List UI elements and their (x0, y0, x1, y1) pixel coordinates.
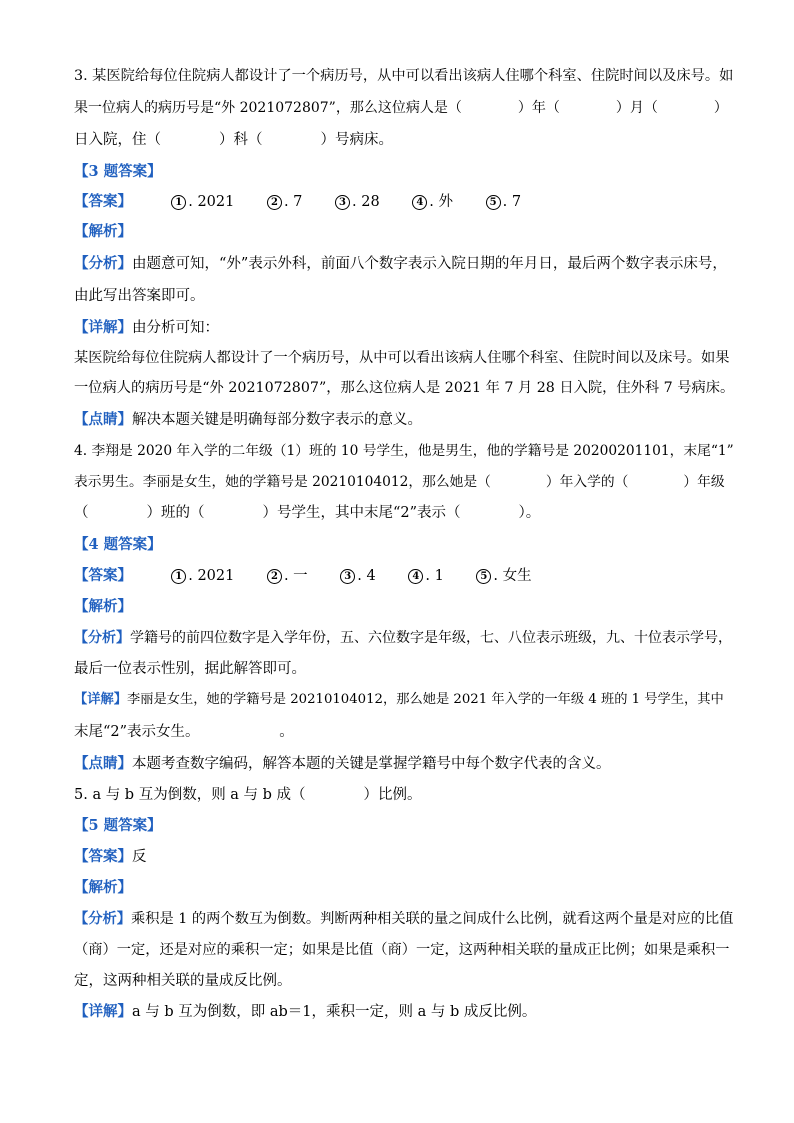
q3-xiangjie-line1: 【详解】由分析可知： (74, 319, 219, 336)
q3-jiexi-heading: 【解析】 (74, 223, 132, 240)
q3-stem-line1: 3. 某医院给每位住院病人都设计了一个病历号，从中可以看出该病人住哪个科室、住院时间以及床号。如 (74, 68, 734, 84)
q4-stem-line2: 表示男生。李丽是女生，她的学籍号是 20210104012，那么她是（ ）年入学的（ ）年级 (74, 474, 725, 490)
q4-answer-3: 3 . 4 (340, 566, 375, 586)
q4-answer-4: 4 . 1 (408, 566, 443, 586)
q4-answer-section-title: 【4 题答案】 (74, 536, 162, 553)
q3-xiangjie-line3: 一位病人的病历号是“外 2021072807”，那么这位病人是 2021 年 7 月 28 日入院，住外科 7 号病床。 (74, 380, 735, 396)
q3-answer-4: 4 . 外 (412, 192, 453, 212)
q5-answer-row: 【答案】反 (74, 848, 147, 865)
q4-answer-row (74, 566, 734, 586)
q4-fenxi-line2: 最后一位表示性别，据此解答即可。 (74, 661, 306, 677)
q4-xiangjie-line2: 末尾“2”表示女生。 。 (74, 724, 294, 740)
q3-answer-5: 5 . 7 (486, 192, 521, 212)
q3-stem-line3: 日入院，住（ ）科（ ）号病床。 (74, 132, 393, 148)
q4-jiexi-heading: 【解析】 (74, 598, 132, 615)
q5-fenxi-line3: 定，这两种相关联的量成反比例。 (74, 973, 292, 989)
q5-stem: 5. a 与 b 互为倒数，则 a 与 b 成（ ）比例。 (74, 787, 422, 803)
q4-fenxi-line1: 【分析】学籍号的前四位数字是入学年份，五、六位数字是年级，七、八位表示班级，九、十位表示学号， (74, 630, 732, 646)
q5-xiangjie: 【详解】a 与 b 互为倒数，即 ab＝1，乘积一定，则 a 与 b 成反比例。 (74, 1003, 537, 1020)
q5-jiexi-heading: 【解析】 (74, 879, 132, 896)
q5-fenxi-line2: （商）一定，还是对应的乘积一定；如果是比值（商）一定，这两种相关联的量成正比例；如果是乘积一 (74, 942, 730, 958)
q3-dianjing: 【点睛】解决本题关键是明确每部分数字表示的意义。 (74, 411, 422, 428)
q3-answer-1: 1 . 2021 (171, 192, 234, 212)
q3-stem-line2: 果一位病人的病历号是“外 2021072807”，那么这位病人是（ ）年（ ）月（ ） (74, 100, 728, 116)
q4-answer-5: 5 . 女生 (476, 566, 531, 586)
q3-fenxi-line1: 【分析】由题意可知，“外”表示外科，前面八个数字表示入院日期的年月日，最后两个数字表示床号， (74, 255, 727, 272)
q3-answer-3: 3 . 28 (335, 192, 380, 212)
q3-answer-section-title: 【3 题答案】 (74, 163, 162, 180)
q3-xiangjie-line2: 某医院给每位住院病人都设计了一个病历号，从中可以看出该病人住哪个科室、住院时间以及床号。如果 (74, 350, 730, 366)
q5-answer: 反 (132, 849, 147, 865)
q3-answer-tag: 【答案】 (74, 193, 132, 210)
q5-fenxi-line1: 【分析】乘积是 1 的两个数互为倒数。判断两种相关联的量之间成什么比例，就看这两个量是对应的比值 (74, 911, 734, 927)
q4-answer-2: 2 . 一 (267, 566, 308, 586)
q3-fenxi-line2: 由此写出答案即可。 (74, 288, 205, 304)
q4-stem-line1: 4. 李翔是 2020 年入学的二年级（1）班的 10 号学生，他是男生，他的学籍号是 20200201101，末尾“1” (74, 443, 734, 459)
q4-xiangjie-line1: 【详解】李丽是女生，她的学籍号是 20210104012，那么她是 2021 年入学的一年级 4 班的 1 号学生，其中 (74, 692, 724, 707)
q5-answer-section-title: 【5 题答案】 (74, 817, 162, 834)
q4-stem-line3: （ ）班的（ ）号学生，其中末尾“2”表示（ ）。 (74, 505, 541, 521)
q3-answer-2: 2 . 7 (267, 192, 302, 212)
q4-dianjing: 【点睛】本题考查数字编码，解答本题的关键是掌握学籍号中每个数字代表的含义。 (74, 755, 611, 772)
q3-answer-row (74, 192, 734, 212)
q4-answer-1: 1 . 2021 (171, 566, 234, 586)
q4-answer-tag: 【答案】 (74, 567, 132, 584)
